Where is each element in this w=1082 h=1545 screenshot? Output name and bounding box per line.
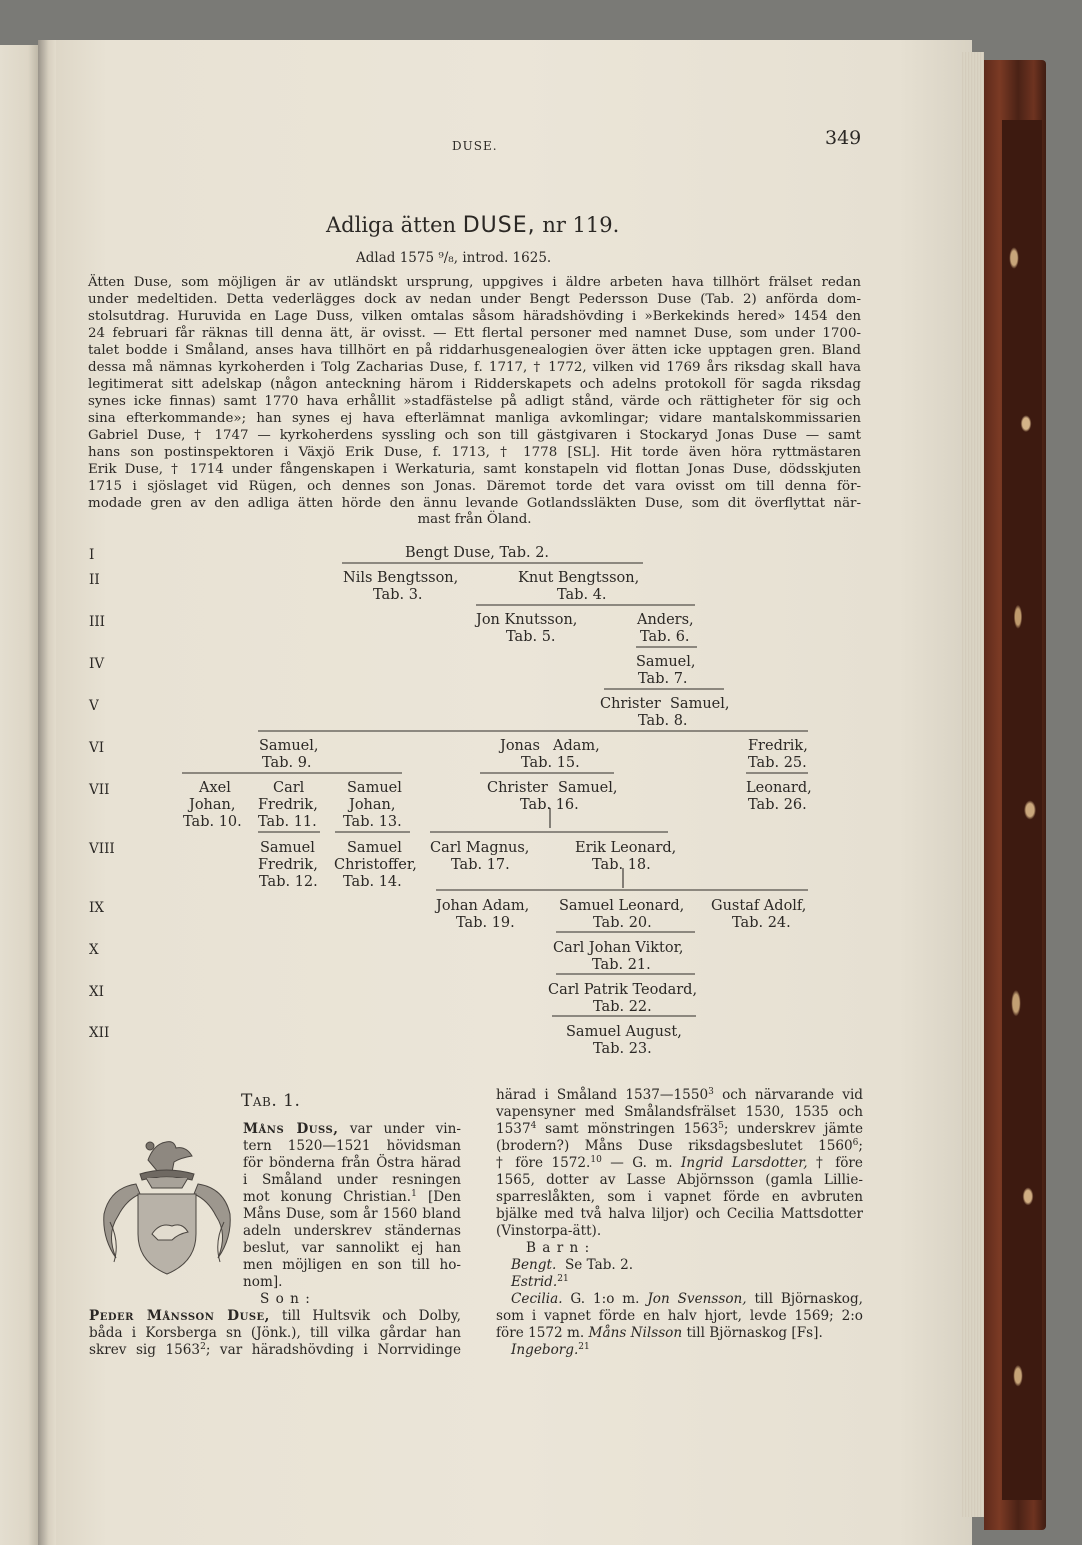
intro-line: synes icke finnas) samt 1770 hava erhållit »stadfästelse på adligt stånd, värde och rättigheter för sig och <box>88 394 861 409</box>
tab1-line: Måns Duse, som år 1560 bland <box>243 1206 461 1222</box>
helmet-icon <box>146 1178 188 1188</box>
tree-node-tab: Tab. 22. <box>593 999 652 1015</box>
tab1-line: † före 1572.10 — G. m. Ingrid Larsdotter, † före <box>496 1155 863 1171</box>
generation-label: III <box>89 614 105 630</box>
tree-node-knut-bengtsson: Knut Bengtsson, <box>518 570 640 586</box>
tree-node-tab: Tab. 23. <box>593 1041 652 1057</box>
tab1-line: 1565, dotter av Lasse Abjörnsson (gamla Lillie- <box>496 1172 863 1188</box>
tree-node-adam: Adam, <box>553 738 600 754</box>
tab1-line: adeln underskrev ständernas <box>243 1223 461 1239</box>
generation-label: II <box>89 572 100 588</box>
tab1-line: sparreslåkten, som i vapnet förde en avbruten <box>496 1189 863 1205</box>
tree-node-samuel-fredrik: Samuel <box>260 840 315 856</box>
tree-node-tab: Tab. 18. <box>592 857 651 873</box>
tree-node-erik-leonard: Erik Leonard, <box>575 840 677 856</box>
generation-label: XI <box>89 984 104 1000</box>
tab1-line: beslut, var sannolikt ej han <box>243 1240 461 1256</box>
intro-line: modade gren av den adliga ätten hörde den ännu levande Gotlandssläkten Duse, som dit överflyttat när- <box>88 496 861 511</box>
generation-label: VIII <box>89 841 115 857</box>
generation-label: VI <box>89 740 105 756</box>
tab1-line: mot konung Christian.$^1$ [Den <box>243 1189 461 1205</box>
tab1-line: för bönderna från Östra härad <box>243 1155 461 1171</box>
table-heading: Tab. 1. <box>241 1091 301 1111</box>
tree-node-bengt-duse: Bengt Duse, Tab. 2. <box>405 545 550 561</box>
tree-node-jon-knutsson: Jon Knutsson, <box>476 612 578 628</box>
child-entry: Ingeborg.$^{21}$ <box>511 1342 590 1358</box>
tab1-line: (brodern?) Måns Duse riksdagsbeslutet 1560$^6$; <box>496 1138 863 1154</box>
son-heading: S o n : <box>260 1291 311 1307</box>
tab1-line: härad i Småland 1537—1550$^3$ och närvarande vid <box>496 1087 863 1103</box>
tree-node-tab: Tab. 7. <box>638 671 688 687</box>
generation-label: IX <box>89 900 104 916</box>
intro-line: stolsutdrag. Huruvida en Lage Duss, vilken omtalas såsom häradshövding i »Berkekinds hered» 1454 den <box>88 309 861 324</box>
tree-node-gustaf-adolf: Gustaf Adolf, <box>711 898 807 914</box>
child-entry: Estrid.$^{21}$ <box>511 1274 569 1290</box>
intro-line: mast från Öland. <box>417 512 532 527</box>
tree-node-samuel-fredrik: Fredrik, <box>258 857 318 873</box>
tree-node-jonas: Jonas <box>500 738 540 754</box>
generation-label: V <box>89 698 99 714</box>
generation-label: X <box>89 942 99 958</box>
tree-node-johan-adam: Johan Adam, <box>436 898 530 914</box>
intro-line: legitimerat sitt adelskap (någon anteckning härom i Ridderskapets och adelns protokoll för sagda riksdag <box>88 377 861 392</box>
tree-node-tab: Tab. 24. <box>732 915 791 931</box>
generation-label: I <box>89 547 95 563</box>
tab1-line: båda i Korsberga sn (Jönk.), till vilka gårdar han <box>89 1325 461 1341</box>
intro-line: hans son postinspektoren i Växjö Erik Duse, f. 1713, † 1778 [SL]. Hit torde även höra ryttmästaren <box>88 445 861 460</box>
tree-node-tab: Tab. 21. <box>592 957 651 973</box>
tree-node-samuel-johan: Johan, <box>349 797 396 813</box>
tree-node-tab: Tab. 13. <box>343 814 402 830</box>
intro-line: dessa må nämnas kyrkoherden i Tolg Zacharias Duse, f. 1717, † 1772, vilken vid 1769 års riksdag skall hava <box>88 360 861 375</box>
tree-node-carl-patrik-teodard: Carl Patrik Teodard, <box>548 982 698 998</box>
intro-line: Erik Duse, † 1714 under fångenskapen i Werkaturia, samt konstapeln vid flottan Jonas Duse, dödsskjuten <box>88 462 861 477</box>
tab1-line: men möjligen en son till ho- <box>243 1257 461 1273</box>
tab1-line: Peder Månsson Duse, till Hultsvik och Dolby, <box>89 1308 461 1324</box>
tree-node-leonard: Leonard, <box>746 780 812 796</box>
tab1-line: vapensyner med Smålandsfrälset 1530, 1535 och <box>496 1104 863 1120</box>
tree-node-tab: Tab. 19. <box>456 915 515 931</box>
tree-node-samuel-leonard: Samuel Leonard, <box>559 898 685 914</box>
tree-node-tab: Tab. 20. <box>593 915 652 931</box>
title-prefix: Adliga ätten <box>326 213 457 237</box>
tree-node-tab: Tab. 14. <box>343 874 402 890</box>
family-number: nr 119. <box>542 213 620 237</box>
tree-node-anders: Anders, <box>637 612 694 628</box>
intro-line: sina efterkommande»; han synes ej hava efterlämnat manliga avkomlingar; vidare mantalskommissarien <box>88 411 861 426</box>
generation-label: XII <box>89 1025 110 1041</box>
coat-of-arms-image <box>96 1122 238 1282</box>
tree-node-carl-fredrik: Fredrik, <box>258 797 318 813</box>
tab1-line: bjälke med två halva liljor) och Cecilia Mattsdotter <box>496 1206 863 1222</box>
tree-node-axel-johan: Johan, <box>189 797 236 813</box>
tree-node-samuel: Samuel, <box>259 738 319 754</box>
tab1-line: Måns Duss, var under vin- <box>243 1121 461 1137</box>
tree-node-samuel: Samuel, <box>636 654 696 670</box>
tab1-line: i Småland under resningen <box>243 1172 461 1188</box>
tree-node-samuel-christoffer: Christoffer, <box>334 857 417 873</box>
tree-node-tab: Tab. 3. <box>373 587 423 603</box>
tree-node-tab: Tab. 16. <box>520 797 579 813</box>
tab1-line: (Vinstorpa-ätt). <box>496 1223 602 1239</box>
intro-line: Gabriel Duse, † 1747 — kyrkoherdens syssling och son till gästgivaren i Stockaryd Jonas Duse — samt <box>88 428 861 443</box>
intro-line: 1715 i sjöslaget vid Rügen, och dennes son Jonas. Däremot torde det vara ovisst om till denna för- <box>88 479 861 494</box>
family-name: DUSE, <box>462 213 536 238</box>
tree-node-tab: Tab. 6. <box>640 629 690 645</box>
tree-node-samuel-christoffer: Samuel <box>347 840 402 856</box>
tree-node-christer: Christer <box>600 696 661 712</box>
tree-node-fredrik: Fredrik, <box>748 738 808 754</box>
generation-label: IV <box>89 656 105 672</box>
crest-bird-icon <box>148 1142 192 1172</box>
crest-bird-head-icon <box>146 1142 154 1150</box>
tree-node-tab: Tab. 12. <box>259 874 318 890</box>
tree-node-tab: Tab. 9. <box>262 755 312 771</box>
tree-node-tab: Tab. 11. <box>258 814 317 830</box>
intro-line: talet bodde i Småland, anses hava tillhört en på riddarhusgenealogien över ätten icke upptagen gren. Bland <box>88 343 861 358</box>
tab1-line: 1537$^4$ samt mönstringen 1563$^5$; underskrev jämte <box>496 1121 863 1137</box>
tab1-line: skrev sig 1563$^2$; var häradshövding i Norrvidinge <box>89 1342 462 1358</box>
tree-node-carl-magnus: Carl Magnus, <box>430 840 530 856</box>
tab1-line: som i vapnet förde en halv hjort, levde 1569; 2:o <box>496 1308 863 1324</box>
intro-line: Ätten Duse, som möjligen är av utländskt ursprung, uppgives i äldre arbeten hava tillhört frälset redan <box>88 275 861 290</box>
child-entry: Cecilia. G. 1:o m. Jon Svensson, till Björnaskog, <box>511 1291 864 1307</box>
tree-node-tab: Tab. 8. <box>638 713 688 729</box>
tab1-line: före 1572 m. Måns Nilsson till Björnaskog [Fs]. <box>496 1325 823 1341</box>
tree-node-tab: Tab. 17. <box>451 857 510 873</box>
title-subtitle: Adlad 1575 ⁹/₈, introd. 1625. <box>356 250 552 266</box>
tree-node-tab: Tab. 25. <box>748 755 807 771</box>
tree-node-axel-johan: Axel <box>199 780 231 796</box>
child-entry: Bengt. Se Tab. 2. <box>511 1257 634 1273</box>
tree-node-samuel-johan: Samuel <box>347 780 402 796</box>
tree-node-samuel: Samuel, <box>558 780 618 796</box>
tree-node-tab: Tab. 10. <box>183 814 242 830</box>
tree-node-nils-bengtsson: Nils Bengtsson, <box>343 570 459 586</box>
children-heading: B a r n : <box>526 1240 591 1256</box>
tree-node-tab: Tab. 5. <box>506 629 556 645</box>
tree-node-tab: Tab. 15. <box>521 755 580 771</box>
tree-node-tab: Tab. 4. <box>557 587 607 603</box>
page-number: 349 <box>825 127 862 149</box>
tree-node-samuel-august: Samuel August, <box>566 1024 682 1040</box>
tab1-line: tern 1520—1521 hövidsman <box>243 1138 461 1154</box>
tree-node-carl-johan-viktor: Carl Johan Viktor, <box>553 940 684 956</box>
tab1-line: nom]. <box>243 1274 283 1290</box>
running-title: DUSE. <box>452 139 498 153</box>
mantling-left-icon <box>104 1184 140 1258</box>
intro-line: 24 februari får räknas till denna ätt, är ovisst. — Ett flertal personer med namnet Duse, som under 1700- <box>88 326 861 341</box>
tree-node-christer: Christer <box>487 780 548 796</box>
mantling-right-icon <box>194 1184 230 1258</box>
intro-line: under medeltiden. Detta vederlägges dock av nedan under Bengt Pedersson Duse (Tab. 2) anförda dom- <box>88 292 861 307</box>
tree-node-samuel: Samuel, <box>670 696 730 712</box>
generation-label: VII <box>89 782 110 798</box>
tree-node-tab: Tab. 26. <box>748 797 807 813</box>
tree-node-carl-fredrik: Carl <box>273 780 305 796</box>
